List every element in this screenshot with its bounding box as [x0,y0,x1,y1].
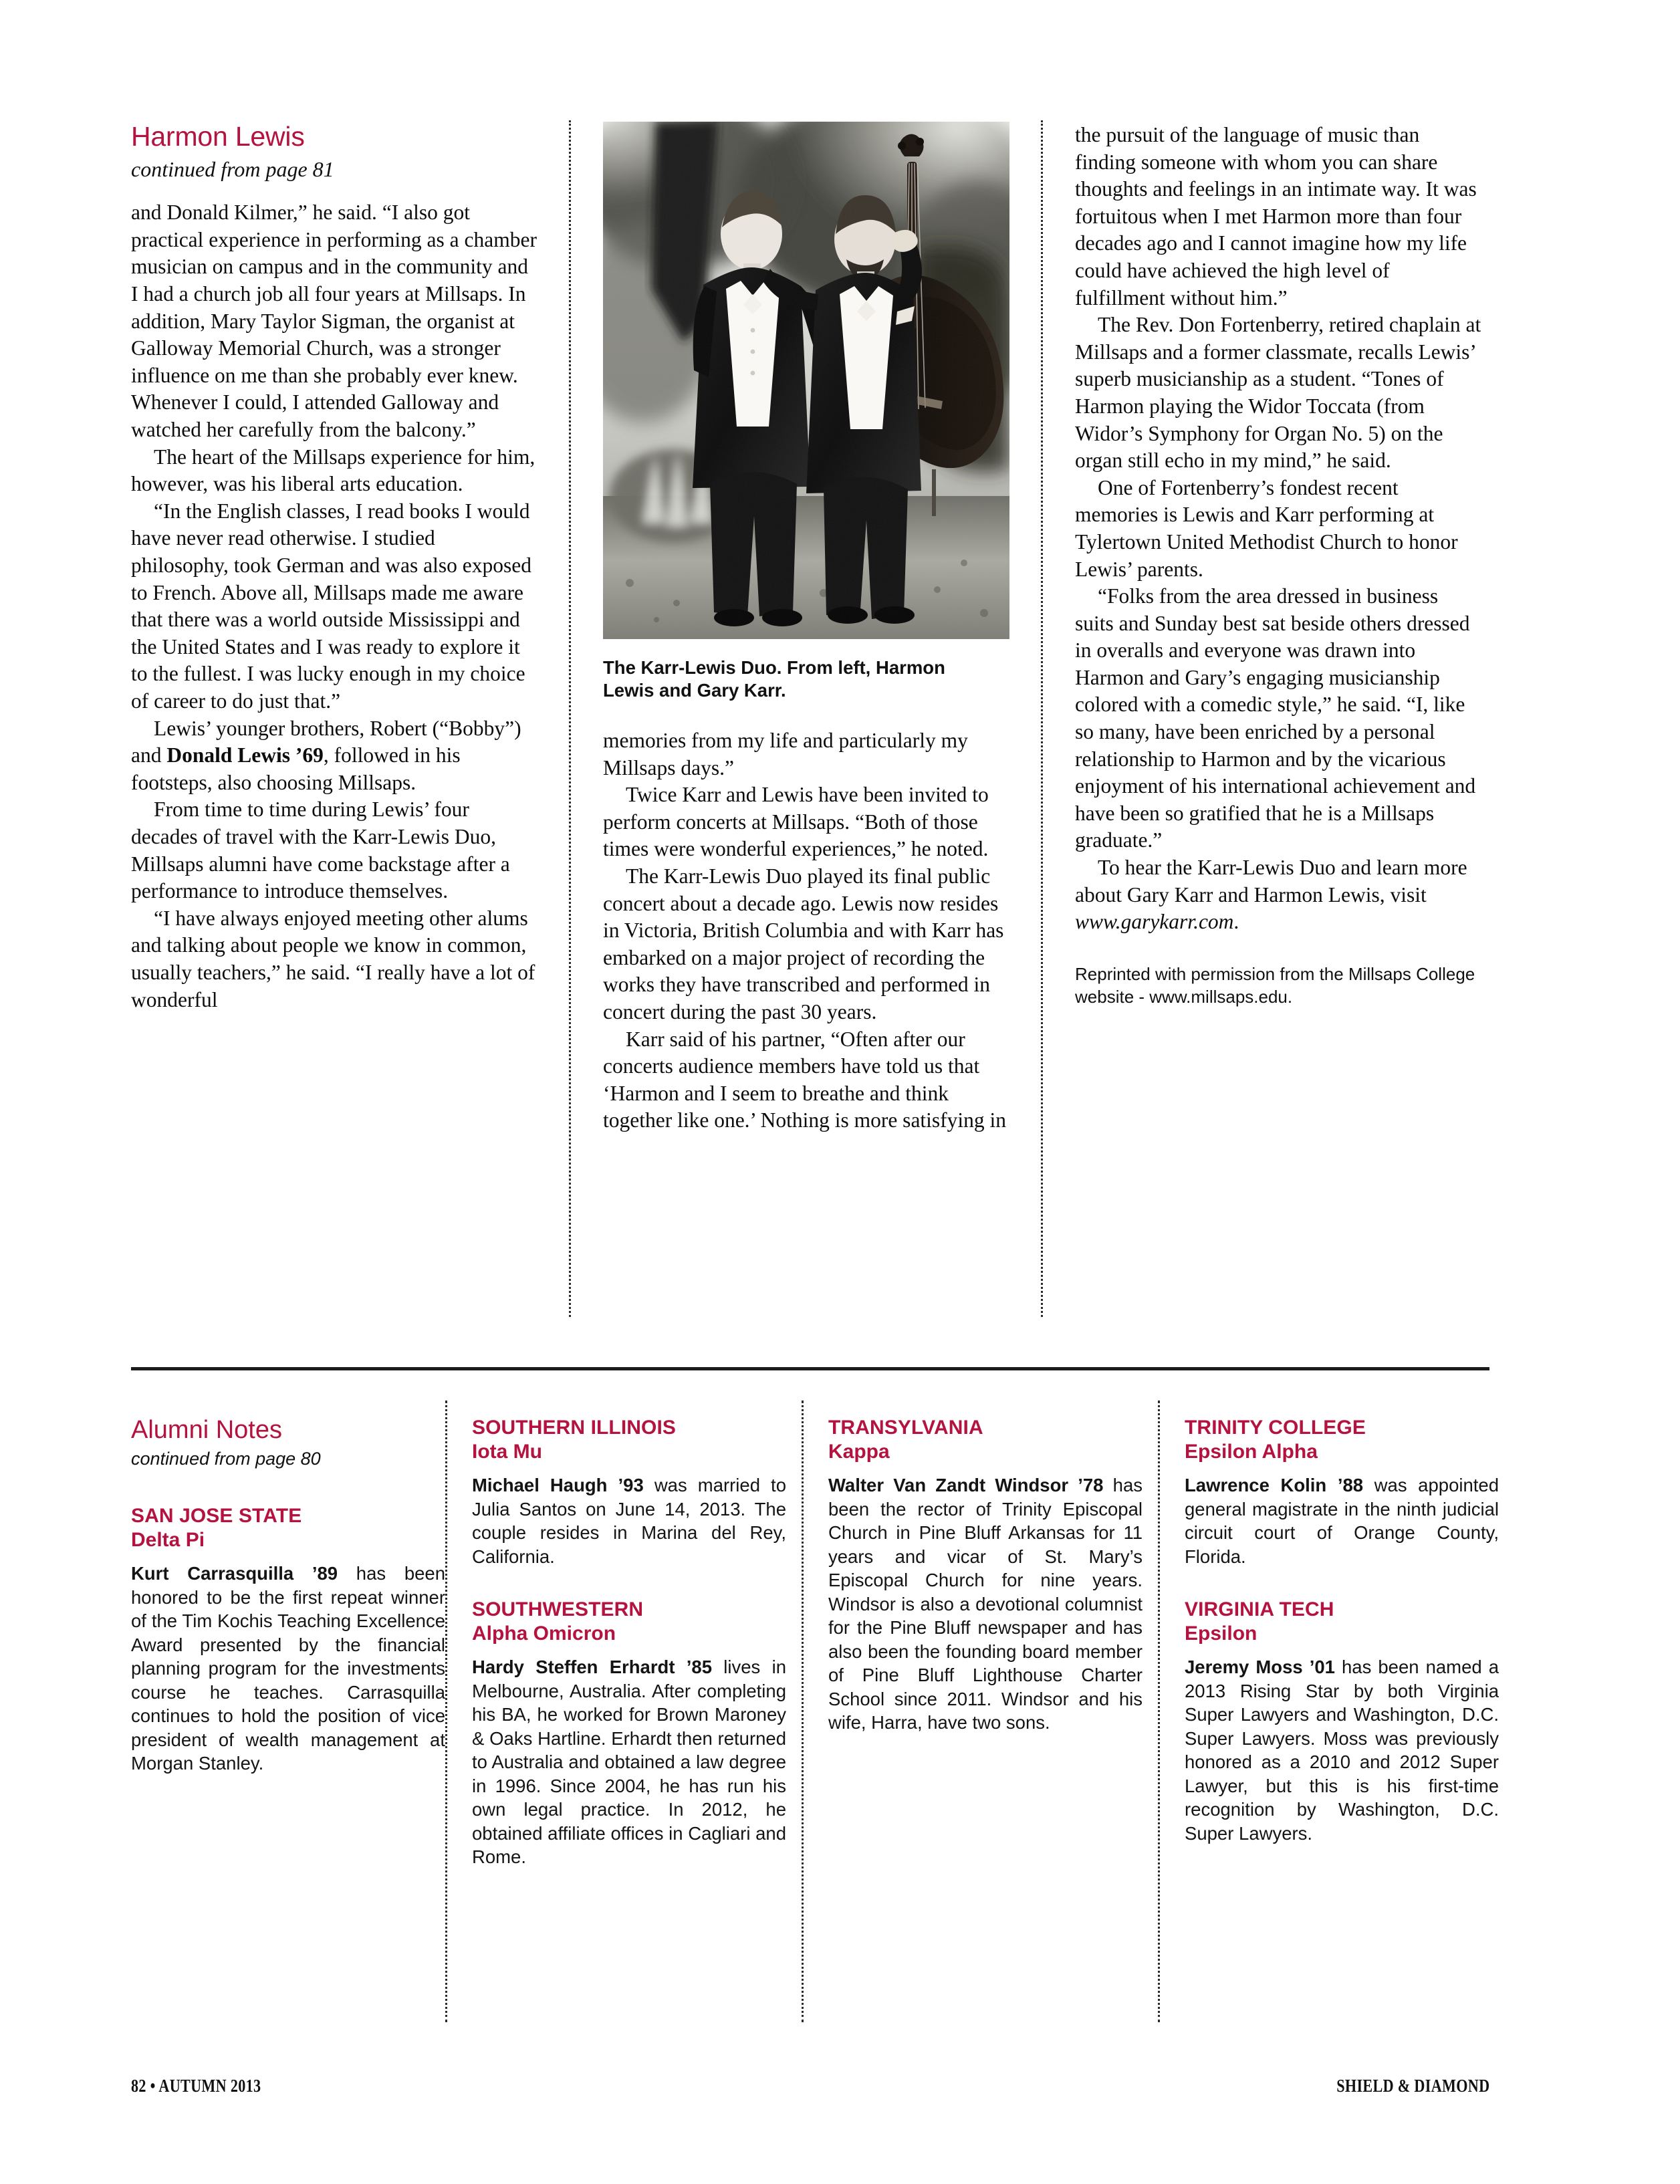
notes-column-3 [828,1416,1143,1735]
article-paragraph [1075,854,1481,936]
article-paragraph: the pursuit of the language of music than finding someone with whom you can share thoughts and feelings in an intimate way. It was fortuitous when I met Harmon more than four decades ago and I cannot imagine how my life could have achieved the high level of fulfillment without him.” [1075,123,1477,310]
article-kicker: Harmon Lewis [131,121,305,152]
website-link[interactable]: www.garykarr.com [1075,910,1234,934]
article-paragraph: The heart of the Millsaps experience for him, however, was his liberal arts education. [131,445,535,496]
alumni-note-text: has been the rector of Trinity Episcopal Church in Pine Bluff Arkansas for 11 years and vicar of St. Mary’s Episcopal Church for nine years. Windsor is also a devotional columnist for the Pine Bluff newspaper and has also been the founding board member of Pine Bluff Lighthouse Charter School since 2011. Windsor and his wife, Harra, have two sons. [828,1475,1143,1733]
alumni-note [472,1655,786,1869]
article-paragraph: From time to time during Lewis’ four decades of travel with the Karr-Lewis Duo, Millsaps alumni have come backstage after a performance to introduce themselves. [131,798,510,903]
article-column-1 [131,122,537,1318]
article-paragraph: memories from my life and particularly my Millsaps days.” [603,729,968,779]
notes-column-2 [472,1416,786,1869]
chapter-school: TRINITY COLLEGE [1185,1417,1366,1439]
alumni-note-text: has been named a 2013 Rising Star by both Virginia Super Lawyers and Washington, D.C. Super Lawyers. Moss was previously honored as a 2010 and 2012 Super Lawyer, but this is his first-time recognition by Washington, D.C. Super Lawyers. [1185,1657,1499,1844]
alumnus-name: Lawrence Kolin ’88 [1185,1475,1364,1495]
alumni-note [131,1562,445,1776]
alumni-note [1185,1473,1499,1568]
section-divider [131,1367,1489,1370]
footer-publication-name: SHIELD & DIAMOND [1336,2076,1489,2096]
alumni-notes-continued-from: continued from page 80 [131,1448,321,1469]
article-paragraph: “Folks from the area dressed in business suits and Sunday best sat beside others dressed in overalls and everyone was drawn into Harmon and Gary’s engaging musicianship colored with a comedic style,” he said. “I, like so many, have been enriched by a personal relationship to Harmon and by the vicarious enjoyment of his international achievement and have been so gratified that he is a Millsaps graduate.” [1075,584,1476,852]
chapter-greek: Delta Pi [131,1529,205,1552]
alumnus-name: Donald Lewis ’69 [166,743,324,767]
article-continued-from: continued from page 81 [131,156,334,181]
alumni-note [1185,1655,1499,1845]
chapter-greek: Alpha Omicron [472,1622,616,1645]
article-column-3 [1075,122,1481,1318]
footer-page-number: 82 • AUTUMN 2013 [131,2076,261,2096]
alumnus-name: Walter Van Zandt Windsor ’78 [828,1475,1104,1495]
paragraph-text: , followed in his footsteps, also choosing Millsaps. [131,743,461,794]
karr-lewis-duo-photo [603,122,1009,639]
chapter-school: TRANSYLVANIA [828,1417,983,1439]
chapter-school: SOUTHERN ILLINOIS [472,1417,677,1439]
article-paragraph: “In the English classes, I read books I would have never read otherwise. I studied philosophy, took German and was also exposed to French. Above all, Millsaps made me aware that there was a world outside Mississippi and the United States and I was ready to explore it to the fullest. I was lucky enough in my choice of career to do just that.” [131,499,531,713]
alumni-notes-region [131,1416,1499,2004]
chapter-school: SAN JOSE STATE [131,1505,302,1528]
alumni-note-text: was married to Julia Santos on June 14, 2013. The couple resides in Marina del Rey, California. [472,1475,786,1567]
chapter-heading [131,1504,445,1552]
chapter-heading [472,1598,786,1646]
paragraph-text: To hear the Karr-Lewis Duo and learn more about Gary Karr and Harmon Lewis, visit [1075,856,1467,906]
article-column-2 [603,122,1009,1318]
reprint-permission-note: Reprinted with permission from the Millsaps College website - www.millsaps.edu. [1075,963,1475,1007]
chapter-greek: Kappa [828,1441,890,1463]
alumni-note-text: was appointed general magistrate in the ninth judicial circuit court of Orange County, Florida. [1185,1475,1499,1567]
article-region [131,122,1488,1318]
chapter-greek: Epsilon Alpha [1185,1441,1318,1463]
paragraph-text: Lewis’ younger brothers, Robert (“Bobby”) and [131,716,521,767]
article-paragraph [131,715,537,797]
alumnus-name: Kurt Carrasquilla ’89 [131,1563,338,1584]
article-paragraph: “I have always enjoyed meeting other alums and talking about people we know in common, usually teachers,” he said. “I really have a lot of wonderful [131,906,535,1011]
article-paragraph: One of Fortenberry’s fondest recent memories is Lewis and Karr performing at Tylertown United Methodist Church to honor Lewis’ parents. [1075,475,1458,581]
chapter-heading [1185,1416,1499,1464]
chapter-heading [1185,1598,1499,1646]
chapter-heading [472,1416,786,1464]
article-paragraph: Twice Karr and Lewis have been invited to perform concerts at Millsaps. “Both of those times were wonderful experiences,” he noted. [603,783,989,861]
chapter-greek: Iota Mu [472,1441,542,1463]
notes-column-4 [1185,1416,1499,1845]
article-paragraph: The Karr-Lewis Duo played its final public concert about a decade ago. Lewis now resides in Victoria, British Columbia and with Karr has embarked on a major project of recording the works they have transcribed and performed in concert during the past 30 years. [603,864,1004,1023]
chapter-heading [828,1416,1143,1464]
paragraph-text: . [1233,910,1239,934]
chapter-school: SOUTHWESTERN [472,1598,644,1620]
alumni-note-text: lives in Melbourne, Australia. After completing his BA, he worked for Brown Maroney & Oaks Hartline. Erhardt then returned to Australia and obtained a law degree in 1996. Since 2004, he has run his own legal practice. In 2012, he obtained affiliate offices in Cagliari and Rome. [472,1657,786,1867]
article-paragraph: Karr said of his partner, “Often after our concerts audience members have told us that ‘Harmon and I seem to breathe and think together like one.’ Nothing is more satisfying in [603,1027,1007,1132]
article-paragraph: The Rev. Don Fortenberry, retired chaplain at Millsaps and a former classmate, recalls Lewis’ superb musicianship as a student. “Tones of Harmon playing the Widor Toccata (from Widor’s Symphony for Organ No. 5) on the organ still echo in my mind,” he said. [1075,313,1481,473]
page-footer [131,2076,1489,2106]
photo-caption: The Karr-Lewis Duo. From left, Harmon Lewis and Gary Karr. [603,657,945,701]
chapter-school: VIRGINIA TECH [1185,1598,1334,1620]
alumnus-name: Michael Haugh ’93 [472,1475,644,1495]
alumnus-name: Jeremy Moss ’01 [1185,1657,1335,1677]
notes-column-1 [131,1416,445,1776]
chapter-greek: Epsilon [1185,1622,1257,1645]
article-paragraph: and Donald Kilmer,” he said. “I also got practical experience in performing as a chamber musician on campus and in the community and I had a church job all four years at Millsaps. In addition, Mary Taylor Sigman, the organist at Galloway Memorial Church, was a stronger influence on me than she probably ever knew. Whenever I could, I attended Galloway and watched her carefully from the balcony.” [131,201,537,442]
alumni-note-text: has been honored to be the first repeat winner of the Tim Kochis Teaching Excellence Award presented by the financial planning program for the investments course he teaches. Carrasquilla continues to hold the position of vice president of wealth management at Morgan Stanley. [131,1563,445,1774]
alumni-note [472,1473,786,1568]
alumni-notes-title: Alumni Notes [131,1416,282,1444]
alumni-note [828,1473,1143,1735]
alumnus-name: Hardy Steffen Erhardt ’85 [472,1657,713,1677]
